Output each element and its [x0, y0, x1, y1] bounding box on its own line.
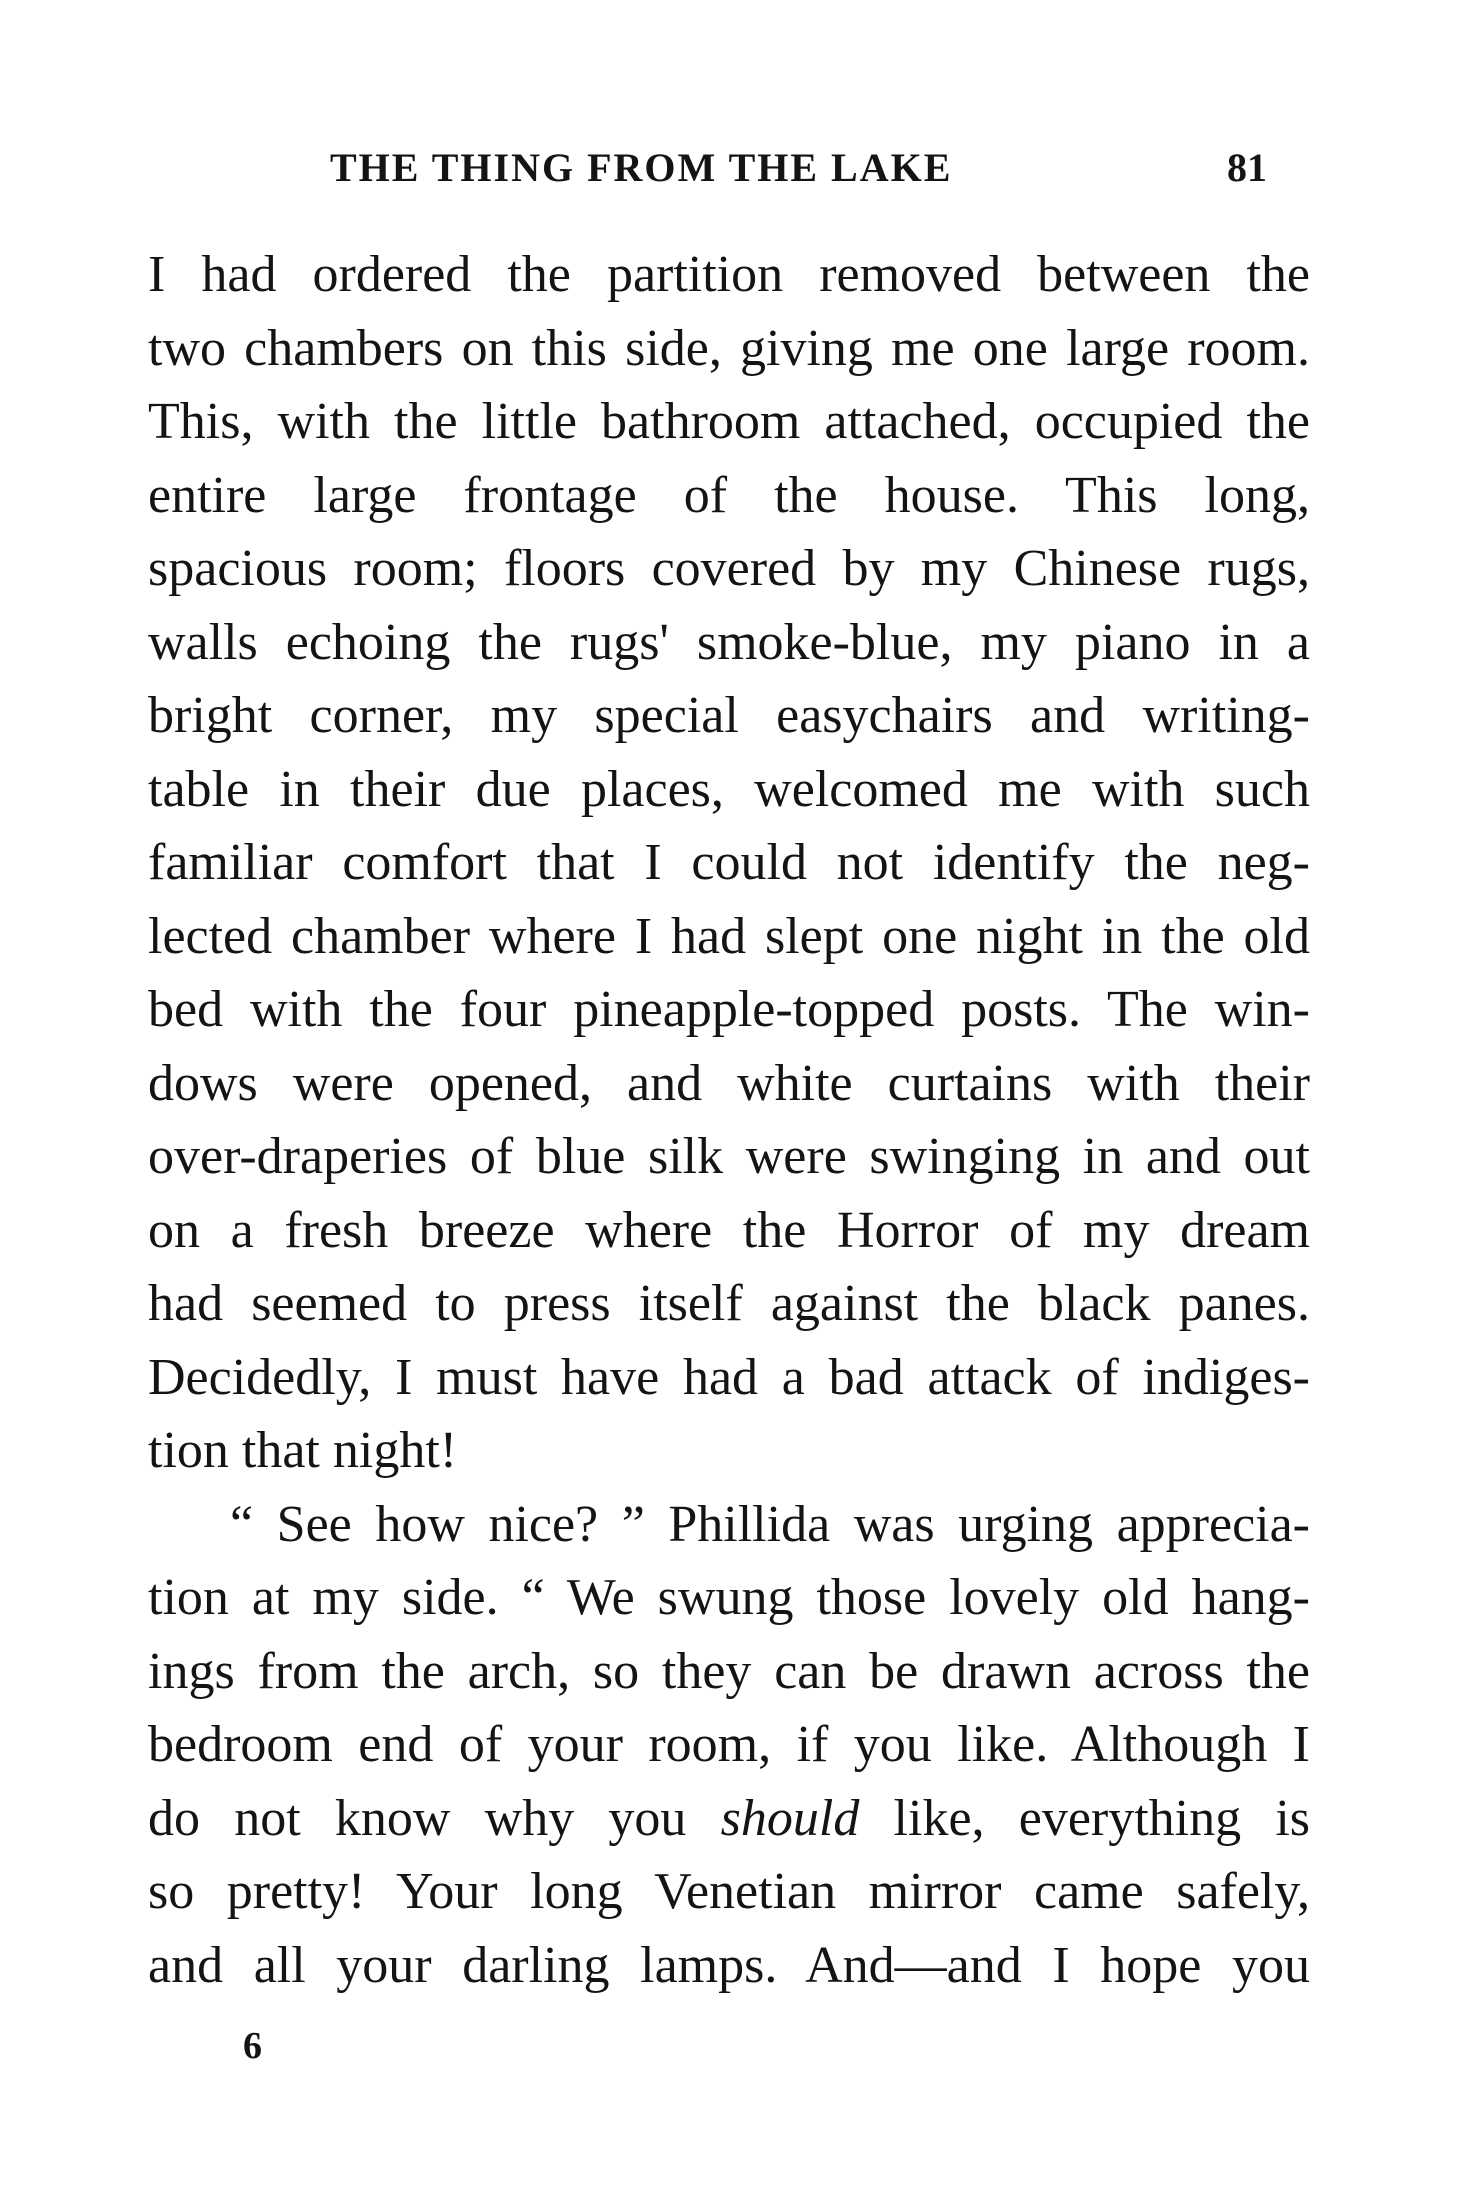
text-line: bed with the four pineapple-topped posts. The win-: [148, 981, 1310, 1038]
signature-mark: 6: [243, 2025, 262, 2067]
text-line: spacious room; floors covered by my Chinese rugs,: [148, 540, 1310, 597]
text-line: entire large frontage of the house. This long,: [148, 466, 1310, 524]
text-line: bedroom end of your room, if you like. Although I: [148, 1716, 1310, 1773]
text-line: had seemed to press itself against the black panes.: [148, 1275, 1310, 1332]
text-line: walls echoing the rugs' smoke-blue, my piano in a: [148, 613, 1310, 671]
text-line: This, with the little bathroom attached, occupied the: [148, 393, 1310, 450]
text-line: over-draperies of blue silk were swinging in and out: [148, 1128, 1310, 1185]
text-line: tion at my side. “ We swung those lovely old hang-: [148, 1569, 1310, 1626]
text-line: bright corner, my special easychairs and writing-: [148, 687, 1310, 744]
text-line: table in their due places, welcomed me with such: [148, 760, 1310, 818]
text-line: “ See how nice? ” Phillida was urging apprecia-: [230, 1495, 1310, 1553]
text-line: lected chamber where I had slept one night in the old: [148, 907, 1310, 965]
text-line: [148, 1782, 1310, 1856]
italic-word: should: [720, 1789, 860, 1847]
text-line: familiar comfort that I could not identify the neg-: [148, 834, 1310, 891]
text-line: so pretty! Your long Venetian mirror came safely,: [148, 1863, 1310, 1920]
text-line: I had ordered the partition removed between the: [148, 246, 1310, 303]
body-text: [148, 238, 1310, 2002]
text-run: like, everything is: [859, 1789, 1311, 1847]
running-title: THE THING FROM THE LAKE: [330, 145, 953, 190]
text-line: two chambers on this side, giving me one large room.: [148, 319, 1310, 377]
page-number: 81: [1227, 145, 1267, 190]
text-line: tion that night!: [148, 1422, 458, 1479]
text-run: do not know why you: [148, 1789, 721, 1847]
text-line: Decidedly, I must have had a bad attack of indiges-: [148, 1348, 1310, 1406]
text-line: on a fresh breeze where the Horror of my dream: [148, 1201, 1310, 1259]
text-line: dows were opened, and white curtains with their: [148, 1054, 1310, 1112]
text-line: and all your darling lamps. And—and I hope you: [148, 1936, 1310, 1994]
text-line: ings from the arch, so they can be drawn across the: [148, 1642, 1310, 1700]
